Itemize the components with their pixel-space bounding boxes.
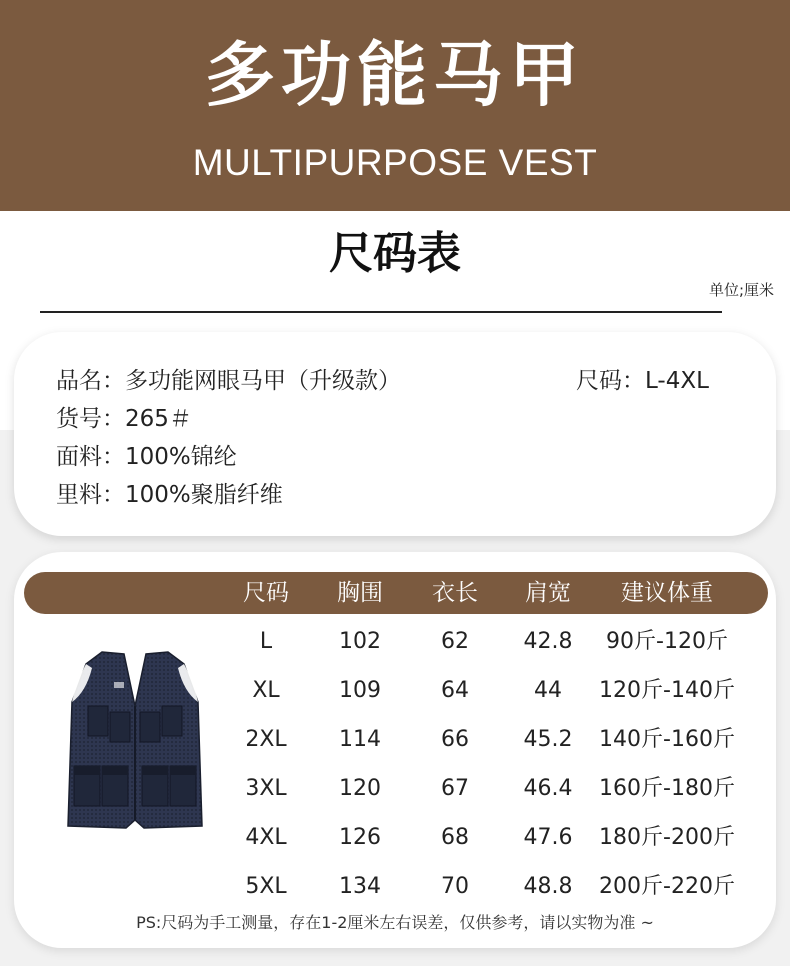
cell-shoulder: 44 — [534, 678, 562, 703]
fabric-info: 面料：100%锦纶 — [56, 444, 237, 470]
cell-weight: 90斤-120斤 — [606, 629, 728, 654]
product-subtitle: MULTIPURPOSE VEST — [192, 142, 598, 183]
header-weight: 建议体重 — [621, 580, 713, 606]
product-title: 多功能马甲 — [205, 34, 585, 116]
cell-shoulder: 48.8 — [523, 874, 573, 899]
header-size: 尺码 — [243, 580, 289, 606]
header-length: 衣长 — [432, 580, 478, 606]
cell-weight: 120斤-140斤 — [599, 678, 735, 703]
lining-info: 里料：100%聚脂纤维 — [56, 482, 283, 508]
size-chart-title: 尺码表 — [329, 228, 461, 279]
item-number: 货号：265＃ — [56, 406, 192, 432]
cell-length: 70 — [441, 874, 469, 899]
header-shoulder: 肩宽 — [525, 580, 571, 606]
cell-chest: 102 — [339, 629, 381, 654]
cell-weight: 200斤-220斤 — [599, 874, 735, 899]
cell-length: 67 — [441, 776, 469, 801]
cell-shoulder: 42.8 — [523, 629, 573, 654]
cell-weight: 140斤-160斤 — [599, 727, 735, 752]
product-info-card — [14, 332, 776, 536]
cell-size: 4XL — [245, 825, 287, 850]
cell-length: 62 — [441, 629, 469, 654]
vest-image — [62, 648, 208, 832]
cell-chest: 126 — [339, 825, 381, 850]
cell-shoulder: 46.4 — [523, 776, 573, 801]
cell-length: 64 — [441, 678, 469, 703]
cell-shoulder: 45.2 — [523, 727, 573, 752]
unit-label: 单位;厘米 — [708, 281, 774, 299]
cell-chest: 120 — [339, 776, 381, 801]
cell-chest: 114 — [339, 727, 381, 752]
cell-length: 66 — [441, 727, 469, 752]
cell-size: 5XL — [245, 874, 287, 899]
cell-chest: 134 — [339, 874, 381, 899]
product-name: 品名：多功能网眼马甲（升级款） — [56, 368, 401, 394]
cell-chest: 109 — [339, 678, 381, 703]
cell-shoulder: 47.6 — [523, 825, 573, 850]
cell-size: 2XL — [245, 727, 287, 752]
cell-weight: 160斤-180斤 — [599, 776, 735, 801]
cell-size: 3XL — [245, 776, 287, 801]
title-divider — [40, 311, 722, 313]
measurement-note: PS:尺码为手工测量，存在1-2厘米左右误差，仅供参考，请以实物为准 ~ — [136, 913, 654, 932]
header-chest: 胸围 — [337, 580, 383, 606]
cell-weight: 180斤-200斤 — [599, 825, 735, 850]
cell-size: L — [259, 629, 273, 654]
cell-size: XL — [252, 678, 280, 703]
size-range: 尺码：L-4XL — [576, 368, 709, 394]
cell-length: 68 — [441, 825, 469, 850]
